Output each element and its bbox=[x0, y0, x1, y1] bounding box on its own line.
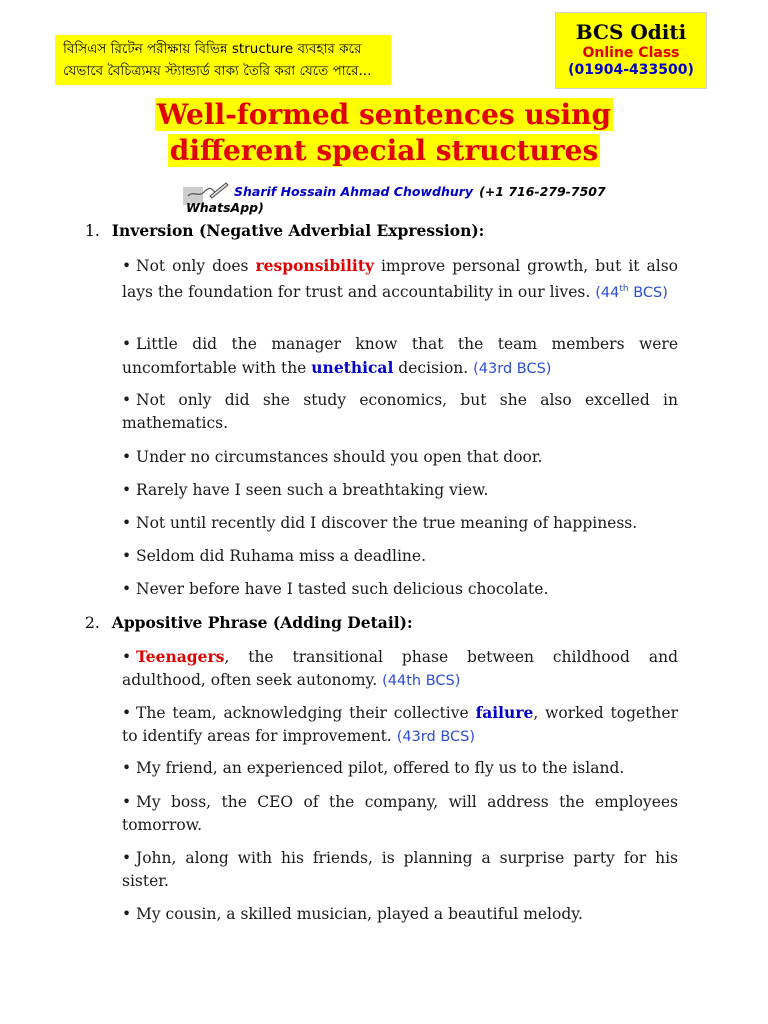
section-title: Appositive Phrase (Adding Detail): bbox=[111, 613, 413, 632]
item-text: My friend, an experienced pilot, offered to fly us to the island. bbox=[136, 759, 625, 777]
section-number: 1. bbox=[85, 222, 100, 240]
item-text: Not only did she study economics, but she also excelled in mathematics. bbox=[122, 391, 678, 432]
list-item bbox=[122, 479, 678, 502]
item-text: , the transitional phase between childhood and adulthood, often seek autonomy. bbox=[122, 648, 678, 689]
bullet-icon: • bbox=[122, 704, 132, 722]
exam-reference bbox=[595, 285, 668, 301]
bullet-icon: • bbox=[122, 580, 132, 598]
ref-part: (44 bbox=[595, 284, 620, 301]
item-text: Seldom did Ruhama miss a deadline. bbox=[136, 547, 427, 565]
list-item bbox=[122, 903, 678, 926]
keyword-red: Teenagers bbox=[136, 647, 225, 666]
ref-superscript: th bbox=[619, 284, 629, 294]
bullet-icon: • bbox=[122, 335, 132, 353]
list-item bbox=[122, 791, 678, 837]
item-text: Not until recently did I discover the true meaning of happiness. bbox=[136, 514, 638, 532]
list-item bbox=[122, 847, 678, 893]
list-item bbox=[122, 512, 678, 535]
item-text: My cousin, a skilled musician, played a beautiful melody. bbox=[136, 905, 583, 923]
bullet-icon: • bbox=[122, 257, 132, 275]
pen-signature-icon bbox=[186, 180, 230, 200]
section-heading-1 bbox=[85, 221, 484, 240]
section-title: Inversion (Negative Adverbial Expression): bbox=[111, 221, 485, 240]
brand-name: BCS Oditi bbox=[575, 20, 687, 44]
bullet-icon: • bbox=[122, 547, 132, 565]
item-text: My boss, the CEO of the company, will address the employees tomorrow. bbox=[122, 793, 678, 834]
item-text: improve personal growth, but it also lays the foundation for trust and accountability in our lives. bbox=[122, 257, 678, 301]
section-heading-2 bbox=[85, 613, 413, 632]
header-banner bbox=[55, 35, 391, 85]
list-item bbox=[122, 545, 678, 568]
bullet-icon: • bbox=[122, 849, 132, 867]
item-text: , worked together to identify areas for improvement. bbox=[122, 704, 678, 745]
bullet-icon: • bbox=[122, 759, 132, 777]
item-text: John, along with his friends, is planning a surprise party for his sister. bbox=[122, 849, 678, 890]
list-item bbox=[122, 701, 678, 749]
list-item bbox=[122, 757, 678, 780]
exam-reference: (43rd BCS) bbox=[396, 729, 475, 745]
author-line bbox=[186, 180, 686, 215]
item-text: decision. bbox=[393, 359, 469, 377]
list-item bbox=[122, 389, 678, 435]
list-item bbox=[122, 254, 678, 305]
title-line-1: Well-formed sentences using bbox=[156, 98, 612, 131]
ref-part: BCS) bbox=[628, 284, 668, 301]
page-title bbox=[0, 97, 768, 169]
list-item bbox=[122, 333, 678, 381]
keyword-blue: unethical bbox=[311, 358, 394, 377]
bullet-icon: • bbox=[122, 448, 132, 466]
brand-box bbox=[555, 12, 707, 89]
item-text: Never before have I tasted such delicious chocolate. bbox=[136, 580, 549, 598]
bullet-icon: • bbox=[122, 905, 132, 923]
exam-reference: (44th BCS) bbox=[382, 673, 461, 689]
author-name: Sharif Hossain Ahmad Chowdhury bbox=[234, 184, 474, 199]
list-item bbox=[122, 578, 678, 601]
banner-line-1: বিসিএস রিটেন পরীক্ষায় বিভিন্ন structure ব্যবহার করে bbox=[63, 41, 362, 57]
bullet-icon: • bbox=[122, 481, 132, 499]
bullet-icon: • bbox=[122, 648, 132, 666]
bullet-icon: • bbox=[122, 793, 132, 811]
banner-line-2: যেভাবে বৈচিত্র্যময় স্ট্যান্ডার্ড বাক্য তৈরি করা যেতে পারে... bbox=[63, 63, 372, 79]
item-text: The team, acknowledging their collective bbox=[136, 704, 476, 722]
title-line-2: different special structures bbox=[169, 134, 599, 167]
author-contact: (+1 716-279-7507 WhatsApp) bbox=[186, 184, 606, 215]
section-number: 2. bbox=[85, 614, 100, 632]
item-text: Not only does bbox=[136, 257, 256, 275]
brand-phone: (01904-433500) bbox=[568, 62, 694, 78]
exam-reference: (43rd BCS) bbox=[473, 361, 552, 377]
brand-subtitle: Online Class bbox=[582, 45, 680, 61]
bullet-icon: • bbox=[122, 391, 132, 409]
keyword-red: responsibility bbox=[255, 256, 374, 275]
list-item bbox=[122, 446, 678, 469]
item-text: Little did the manager know that the team members were uncomfortable with the bbox=[122, 335, 678, 377]
bullet-icon: • bbox=[122, 514, 132, 532]
list-item bbox=[122, 645, 678, 693]
keyword-blue: failure bbox=[475, 703, 534, 722]
item-text: Rarely have I seen such a breathtaking view. bbox=[136, 481, 489, 499]
item-text: Under no circumstances should you open that door. bbox=[136, 448, 543, 466]
